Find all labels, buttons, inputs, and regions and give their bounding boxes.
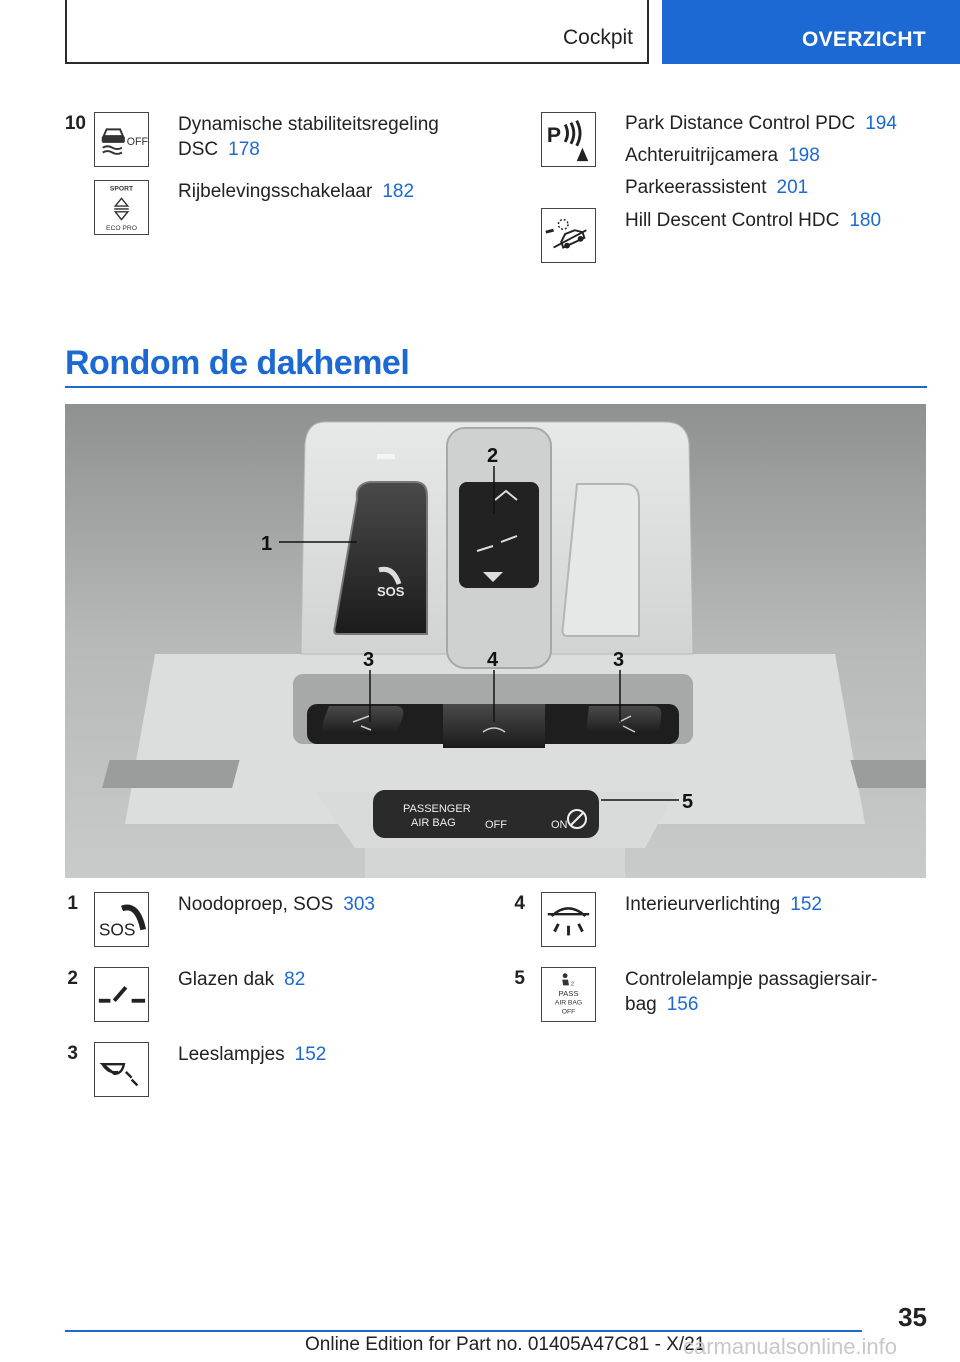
svg-text:3: 3 — [613, 649, 625, 671]
header-chapter-tab[interactable] — [662, 0, 960, 64]
item-number: 5 — [514, 968, 525, 989]
section-title: Rondom de dakhemel — [65, 344, 410, 382]
page-reference-link[interactable]: 201 — [776, 177, 809, 198]
item-text-hdc — [625, 208, 881, 233]
item-label: Leeslampjes — [178, 1044, 285, 1065]
page-reference-link[interactable]: 156 — [666, 994, 699, 1015]
header-chapter-label: OVERZICHT — [801, 28, 926, 51]
page-reference-link[interactable]: 180 — [849, 210, 882, 231]
glass-roof-icon — [94, 967, 149, 1022]
svg-text:4: 4 — [487, 649, 499, 671]
item-label: Controlelampje passagiersair- — [625, 969, 878, 990]
page-reference-link[interactable]: 178 — [228, 139, 260, 160]
interior-light-icon — [541, 892, 596, 947]
item-number: 1 — [67, 893, 78, 914]
svg-text:AIR BAG: AIR BAG — [411, 817, 456, 829]
hill-descent-control-icon — [541, 208, 596, 263]
svg-text:P: P — [546, 123, 561, 147]
passenger-airbag-indicator-icon — [541, 967, 596, 1022]
item-text-interior-light — [625, 892, 822, 917]
svg-text:PASS: PASS — [558, 988, 579, 998]
driving-experience-switch-icon — [94, 180, 149, 235]
page-reference-link[interactable]: 152 — [294, 1044, 327, 1065]
svg-text:SPORT: SPORT — [109, 185, 134, 193]
item-number: 10 — [64, 113, 86, 134]
item-text-pdc — [625, 108, 897, 204]
item-text-sos — [178, 892, 375, 917]
section-divider — [65, 386, 927, 388]
svg-text:OFF: OFF — [126, 135, 148, 148]
item-number: 4 — [514, 893, 525, 914]
page-reference-link[interactable]: 182 — [382, 181, 415, 202]
reading-light-icon — [94, 1042, 149, 1097]
page-reference-link[interactable]: 82 — [284, 969, 306, 990]
item-label: Hill Descent Control HDC — [625, 210, 840, 231]
item-text-dsc — [178, 112, 439, 162]
footer-edition-text: Online Edition for Part no. 01405A47C81 - X/21 — [305, 1334, 706, 1355]
item-label-cont: DSC — [178, 139, 219, 160]
sos-emergency-call-icon — [94, 892, 149, 947]
svg-text:PASSENGER: PASSENGER — [403, 803, 471, 815]
roof-console-photo — [65, 404, 926, 878]
svg-text:2: 2 — [487, 445, 499, 467]
item-text-reading-lights — [178, 1042, 326, 1067]
svg-text:OFF: OFF — [561, 1008, 576, 1016]
item-label: Achteruitrijcamera — [625, 145, 779, 166]
item-label: Park Distance Control PDC — [625, 113, 856, 134]
park-distance-control-icon — [541, 112, 596, 167]
item-number: 2 — [67, 968, 78, 989]
svg-text:ECO PRO: ECO PRO — [105, 225, 138, 233]
item-number: 3 — [67, 1043, 78, 1064]
item-label: Interieurverlichting — [625, 894, 781, 915]
item-text-glass-roof — [178, 967, 305, 992]
svg-text:3: 3 — [363, 649, 375, 671]
svg-text:SOS: SOS — [98, 919, 136, 940]
svg-text:ON: ON — [551, 819, 568, 831]
svg-text:5: 5 — [682, 791, 694, 813]
page-number: 35 — [898, 1302, 927, 1332]
page-reference-link[interactable]: 303 — [343, 894, 375, 915]
item-label: Glazen dak — [178, 969, 275, 990]
svg-text:2: 2 — [570, 981, 575, 988]
item-label: Parkeerassistent — [625, 177, 767, 198]
svg-text:SOS: SOS — [377, 584, 405, 599]
watermark: carmanualsonline.info — [683, 1334, 898, 1359]
page-reference-link[interactable]: 194 — [865, 113, 897, 134]
footer-divider — [65, 1330, 862, 1332]
item-label: Dynamische stabiliteitsregeling — [178, 114, 439, 135]
item-label-cont: bag — [625, 994, 657, 1015]
svg-text:OFF: OFF — [485, 819, 507, 831]
page-reference-link[interactable]: 152 — [790, 894, 822, 915]
item-text-driving-switch — [178, 179, 414, 204]
item-label: Rijbelevingsschakelaar — [178, 181, 373, 202]
item-text-airbag-indicator — [625, 967, 877, 1017]
dsc-off-icon — [94, 112, 149, 167]
page-reference-link[interactable]: 198 — [788, 145, 820, 166]
svg-text:1: 1 — [261, 533, 273, 555]
header-section-box — [65, 0, 649, 64]
item-label: Noodoproep, SOS — [178, 894, 334, 915]
svg-text:AIR BAG: AIR BAG — [554, 999, 583, 1007]
header-section-title: Cockpit — [562, 26, 633, 49]
